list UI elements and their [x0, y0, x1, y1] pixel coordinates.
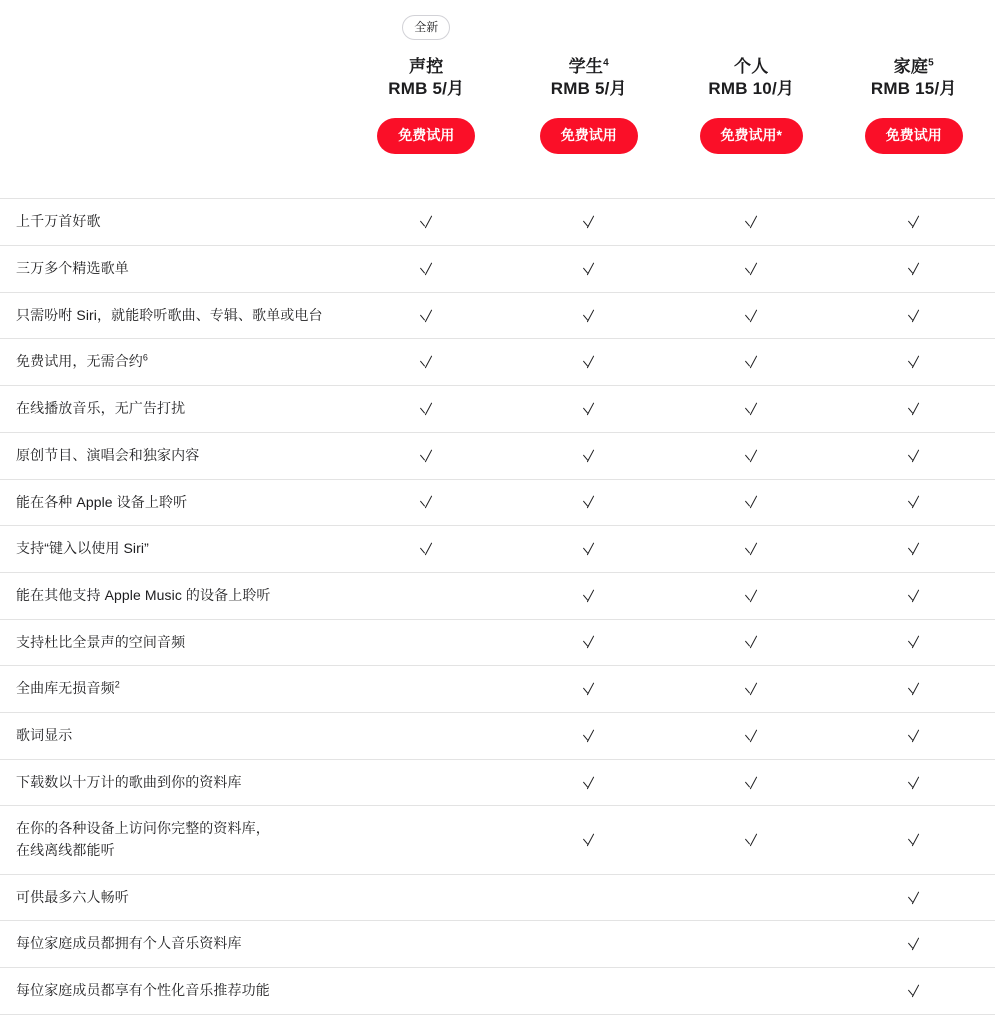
feature-cell — [508, 877, 671, 919]
feature-cell — [508, 575, 671, 617]
feature-cell — [833, 201, 995, 243]
checkmark-icon — [744, 402, 759, 417]
checkmark-icon — [744, 588, 759, 603]
feature-label: 三万多个精选歌单 — [0, 246, 345, 292]
feature-cell — [345, 668, 508, 710]
plans-header — [0, 0, 995, 154]
feature-cell — [345, 762, 508, 804]
feature-cell — [508, 528, 671, 570]
checkmark-icon — [744, 635, 759, 650]
feature-label: 每位家庭成员都享有个性化音乐推荐功能 — [0, 968, 345, 1014]
feature-cell — [508, 388, 671, 430]
checkmark-icon — [419, 495, 434, 510]
table-row — [0, 805, 995, 873]
feature-column-spacer — [0, 12, 345, 154]
feature-cell — [508, 762, 671, 804]
checkmark-icon — [906, 261, 921, 276]
feature-cell — [508, 248, 671, 290]
table-row — [0, 292, 995, 339]
checkmark-icon — [581, 635, 596, 650]
checkmark-icon — [744, 448, 759, 463]
plan-column-student — [508, 12, 671, 154]
checkmark-icon — [581, 833, 596, 848]
feature-cell — [833, 819, 995, 861]
feature-cell — [345, 435, 508, 477]
feature-cell — [670, 819, 833, 861]
feature-cell — [670, 248, 833, 290]
table-row — [0, 432, 995, 479]
table-row — [0, 920, 995, 967]
plan-column-individual — [670, 12, 833, 154]
checkmark-icon — [906, 542, 921, 557]
checkmark-icon — [419, 215, 434, 230]
feature-label: 歌词显示 — [0, 713, 345, 759]
feature-cell — [345, 528, 508, 570]
checkmark-icon — [906, 983, 921, 998]
checkmark-icon — [581, 448, 596, 463]
checkmark-icon — [906, 402, 921, 417]
plan-name-individual-text: 个人 — [734, 57, 768, 76]
plan-name-individual — [734, 56, 768, 78]
checkmark-icon — [419, 355, 434, 370]
feature-cell — [670, 923, 833, 965]
feature-label: 能在其他支持 Apple Music 的设备上聆听 — [0, 573, 345, 619]
plan-name-student-text: 学生 — [569, 57, 603, 76]
badge-slot-voice — [402, 12, 450, 42]
feature-label: 支持“键入以使用 Siri” — [0, 526, 345, 572]
feature-cell — [670, 668, 833, 710]
feature-cell — [670, 621, 833, 663]
plan-price-voice: RMB 5/月 — [388, 78, 464, 101]
feature-cell — [345, 970, 508, 1012]
feature-cell — [508, 668, 671, 710]
checkmark-icon — [581, 775, 596, 790]
checkmark-icon — [419, 308, 434, 323]
feature-label: 每位家庭成员都拥有个人音乐资料库 — [0, 921, 345, 967]
plan-column-family — [833, 12, 995, 154]
feature-cell — [508, 295, 671, 337]
plan-name-voice — [409, 56, 443, 78]
feature-cell — [345, 481, 508, 523]
feature-cell — [670, 481, 833, 523]
checkmark-icon — [906, 775, 921, 790]
checkmark-icon — [581, 215, 596, 230]
checkmark-icon — [906, 682, 921, 697]
free-trial-button-student[interactable]: 免费试用 — [540, 118, 638, 154]
table-row — [0, 572, 995, 619]
feature-cell — [345, 248, 508, 290]
feature-cell — [833, 668, 995, 710]
free-trial-button-family[interactable]: 免费试用 — [865, 118, 963, 154]
checkmark-icon — [581, 728, 596, 743]
feature-label: 在你的各种设备上访问你完整的资料库， 在线离线都能听 — [0, 806, 345, 873]
table-row — [0, 759, 995, 806]
checkmark-icon — [744, 833, 759, 848]
free-trial-button-voice[interactable]: 免费试用 — [377, 118, 475, 154]
checkmark-icon — [744, 542, 759, 557]
checkmark-icon — [744, 682, 759, 697]
feature-cell — [670, 877, 833, 919]
plan-name-family-footnote: 5 — [928, 57, 934, 68]
feature-cell — [833, 388, 995, 430]
plan-price-student: RMB 5/月 — [551, 78, 627, 101]
feature-cell — [345, 388, 508, 430]
checkmark-icon — [419, 402, 434, 417]
feature-cell — [670, 715, 833, 757]
checkmark-icon — [744, 728, 759, 743]
feature-cell — [345, 201, 508, 243]
checkmark-icon — [581, 402, 596, 417]
checkmark-icon — [906, 215, 921, 230]
feature-label: 能在各种 Apple 设备上聆听 — [0, 480, 345, 526]
checkmark-icon — [906, 495, 921, 510]
table-row — [0, 338, 995, 385]
plan-name-family — [894, 56, 934, 78]
feature-cell — [833, 481, 995, 523]
feature-cell — [345, 575, 508, 617]
feature-cell — [833, 621, 995, 663]
feature-cell — [833, 575, 995, 617]
plan-price-individual: RMB 10/月 — [708, 78, 794, 101]
checkmark-icon — [906, 833, 921, 848]
feature-label: 原创节目、演唱会和独家内容 — [0, 433, 345, 479]
checkmark-icon — [744, 355, 759, 370]
table-row — [0, 198, 995, 245]
table-row — [0, 665, 995, 712]
checkmark-icon — [906, 355, 921, 370]
feature-cell — [508, 923, 671, 965]
checkmark-icon — [581, 682, 596, 697]
feature-label: 上千万首好歌 — [0, 199, 345, 245]
feature-cell — [833, 970, 995, 1012]
feature-cell — [508, 621, 671, 663]
table-row — [0, 479, 995, 526]
checkmark-icon — [744, 308, 759, 323]
checkmark-icon — [744, 775, 759, 790]
feature-label: 在线播放音乐，无广告打扰 — [0, 386, 345, 432]
feature-cell — [833, 715, 995, 757]
feature-cell — [670, 762, 833, 804]
feature-label: 下载数以十万计的歌曲到你的资料库 — [0, 760, 345, 806]
feature-rows — [0, 198, 995, 1014]
feature-cell — [508, 970, 671, 1012]
feature-cell — [508, 819, 671, 861]
feature-cell — [508, 435, 671, 477]
free-trial-button-individual[interactable]: 免费试用* — [700, 118, 803, 154]
table-row — [0, 385, 995, 432]
feature-cell — [508, 201, 671, 243]
checkmark-icon — [906, 728, 921, 743]
plan-column-voice — [345, 12, 508, 154]
checkmark-icon — [906, 635, 921, 650]
table-row — [0, 874, 995, 921]
feature-cell — [508, 341, 671, 383]
feature-cell — [833, 762, 995, 804]
checkmark-icon — [581, 542, 596, 557]
feature-cell — [670, 295, 833, 337]
feature-label: 可供最多六人畅听 — [0, 875, 345, 921]
plan-name-student — [569, 56, 609, 78]
feature-cell — [833, 877, 995, 919]
feature-label: 支持杜比全景声的空间音频 — [0, 620, 345, 666]
feature-cell — [345, 877, 508, 919]
feature-cell — [670, 970, 833, 1012]
checkmark-icon — [581, 308, 596, 323]
checkmark-icon — [581, 261, 596, 276]
feature-cell — [345, 621, 508, 663]
feature-cell — [670, 388, 833, 430]
feature-label: 全曲库无损音频$^2$ — [0, 666, 345, 712]
feature-label: 免费试用，无需合约$^6$ — [0, 339, 345, 385]
feature-cell — [345, 819, 508, 861]
checkmark-icon — [581, 588, 596, 603]
checkmark-icon — [906, 937, 921, 952]
plan-name-student-footnote: 4 — [603, 57, 609, 68]
table-row — [0, 245, 995, 292]
checkmark-icon — [419, 542, 434, 557]
feature-cell — [345, 715, 508, 757]
feature-cell — [833, 341, 995, 383]
checkmark-icon — [581, 495, 596, 510]
feature-cell — [670, 528, 833, 570]
feature-cell — [670, 575, 833, 617]
plan-name-family-text: 家庭 — [894, 57, 928, 76]
checkmark-icon — [906, 448, 921, 463]
feature-cell — [833, 248, 995, 290]
table-row — [0, 967, 995, 1015]
table-row — [0, 712, 995, 759]
feature-cell — [833, 435, 995, 477]
checkmark-icon — [906, 588, 921, 603]
feature-cell — [670, 341, 833, 383]
checkmark-icon — [744, 495, 759, 510]
feature-cell — [833, 923, 995, 965]
checkmark-icon — [744, 215, 759, 230]
checkmark-icon — [906, 890, 921, 905]
feature-cell — [345, 295, 508, 337]
checkmark-icon — [906, 308, 921, 323]
checkmark-icon — [419, 261, 434, 276]
table-row — [0, 619, 995, 666]
feature-cell — [670, 201, 833, 243]
feature-label: 只需吩咐 Siri，就能聆听歌曲、专辑、歌单或电台 — [0, 293, 345, 339]
feature-label-footnote: 2 — [115, 680, 120, 690]
plan-name-voice-text: 声控 — [409, 57, 443, 76]
feature-label-footnote: 6 — [143, 353, 148, 363]
checkmark-icon — [744, 261, 759, 276]
feature-cell — [670, 435, 833, 477]
new-badge: 全新 — [402, 15, 450, 40]
feature-cell — [833, 528, 995, 570]
feature-cell — [508, 715, 671, 757]
plan-price-family: RMB 15/月 — [871, 78, 957, 101]
checkmark-icon — [419, 448, 434, 463]
checkmark-icon — [581, 355, 596, 370]
table-row — [0, 525, 995, 572]
feature-cell — [508, 481, 671, 523]
feature-cell — [345, 341, 508, 383]
feature-cell — [833, 295, 995, 337]
feature-cell — [345, 923, 508, 965]
